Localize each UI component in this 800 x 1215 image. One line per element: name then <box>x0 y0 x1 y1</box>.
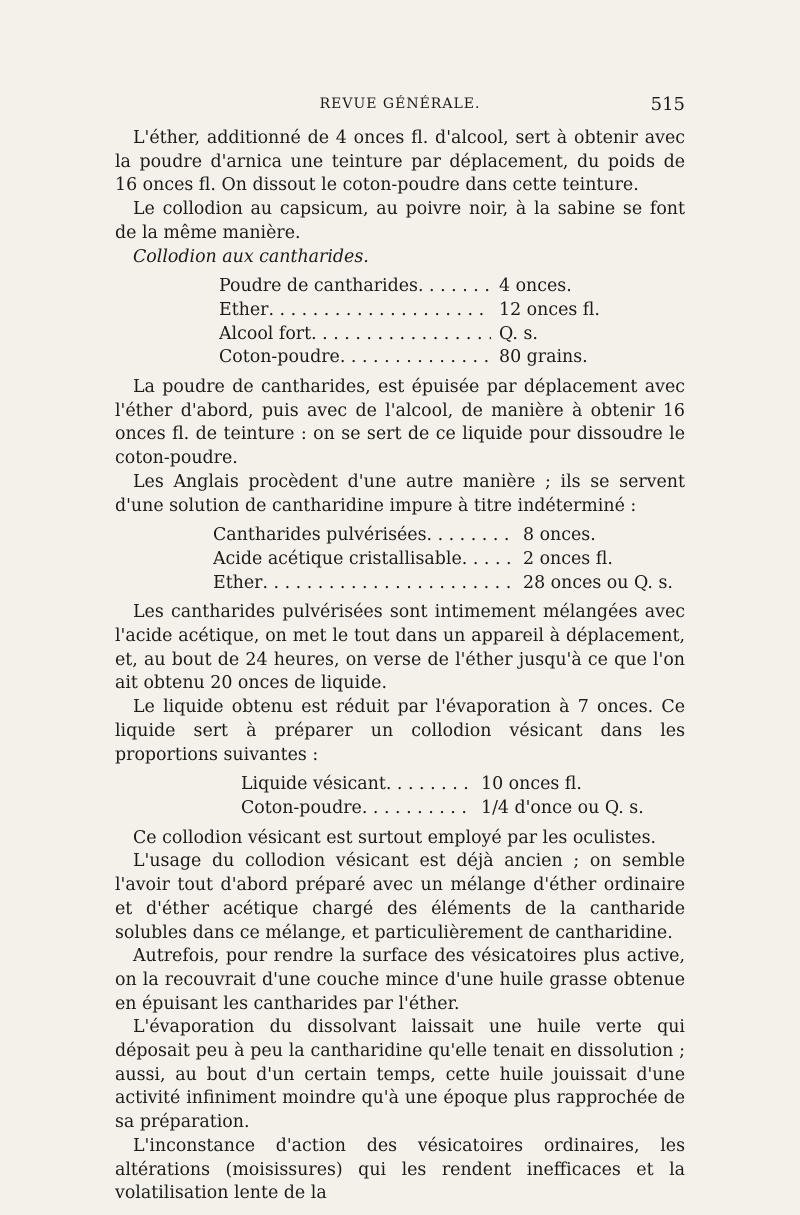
paragraph: Le collodion au capsicum, au poivre noir, à la sabine se font de la même manière. <box>115 199 685 243</box>
ingredient-quantity: 10 onces fl. <box>481 774 582 795</box>
ingredient-quantity: 8 onces. <box>523 525 596 546</box>
ingredient-name: Poudre de cantharides <box>219 276 418 297</box>
ingredient-name: Acide acétique cristallisable <box>213 548 462 569</box>
ingredient-quantity: Q. s. <box>499 323 538 344</box>
paragraph: Les cantharides pulvérisées sont intimement mélangées avec l'acide acétique, on met le tout dans un appareil à déplacement, et, au bout de 24 heures, on verse de l'éther jusqu'à ce que l'on ait obtenu 20 onces de liquide. <box>115 602 685 694</box>
ingredient-name: Ether <box>213 572 263 593</box>
recipe-title: Collodion aux cantharides. <box>133 246 369 267</box>
paragraph: Autrefois, pour rendre la surface des vésicatoires plus active, on la recouvrait d'une couche mince d'une huile grasse obtenue en épuisant les cantharides par l'éther. <box>115 946 685 1014</box>
recipe-list <box>115 275 685 370</box>
recipe-row <box>213 524 673 548</box>
paragraph: Les Anglais procèdent d'une autre manière ; ils se servent d'une solution de cantharidine impure à titre indéterminé : <box>115 471 685 516</box>
ingredient-name: Coton-poudre <box>241 797 362 818</box>
ingredient-name: Cantharides pulvérisées <box>213 525 427 546</box>
ingredient-quantity: 28 onces ou Q. s. <box>523 572 673 593</box>
ingredient-quantity: 2 onces fl. <box>523 548 613 569</box>
paragraph: La poudre de cantharides, est épuisée par déplacement avec l'éther d'abord, puis avec de l'alcool, de manière à obtenir 16 onces fl. de teinture : on se sert de ce liquide pour dissoudre le coton-poudre. <box>115 377 685 469</box>
ingredient-quantity: 12 onces fl. <box>499 299 600 320</box>
paragraph: L'inconstance d'action des vésicatoires ordinaires, les altérations (moisissures) qui les rendent inefficaces et la volatilisation lente de la <box>115 1135 685 1204</box>
paragraph: Le liquide obtenu est réduit par l'évaporation à 7 onces. Ce liquide sert à préparer un collodion vésicant dans les proportions suivantes : <box>115 697 685 765</box>
recipe-row <box>219 323 593 347</box>
page-number: 515 <box>650 94 685 115</box>
ingredient-quantity: 1/4 d'once ou Q. s. <box>481 797 644 818</box>
paragraph: L'usage du collodion vésicant est déjà ancien ; on semble l'avoir tout d'abord préparé avec un mélange d'éther ordinaire et d'éther acétique chargé des éléments de la cantharide solubles dans ce mélange, et particulièrement de cantharidine. <box>115 851 685 943</box>
recipe-row <box>213 572 673 596</box>
recipe-row <box>219 299 600 323</box>
recipe-row <box>241 773 621 797</box>
page-body <box>115 127 685 1206</box>
recipe-row <box>241 797 644 821</box>
running-title: REVUE GÉNÉRALE. <box>319 96 481 112</box>
paragraph: Ce collodion vésicant est surtout employé par les oculistes. <box>133 827 657 848</box>
paragraph: L'évaporation du dissolvant laissait une huile verte qui déposait peu à peu la cantharidine qu'elle tenait en dissolution ; aussi, au bout d'un certain temps, cette huile jouissait d'une activité infiniment moindre qu'à une époque plus rapprochée de sa préparation. <box>115 1017 685 1133</box>
recipe-row <box>219 275 593 299</box>
ingredient-name: Liquide vésicant <box>241 774 386 795</box>
ingredient-name: Alcool fort <box>219 323 312 344</box>
ingredient-name: Coton-poudre <box>219 347 340 368</box>
recipe-list <box>115 524 685 595</box>
ingredient-quantity: 4 onces. <box>499 276 572 297</box>
recipe-list <box>115 773 685 820</box>
ingredient-name: Ether <box>219 299 269 320</box>
running-header <box>115 96 685 124</box>
recipe-row <box>213 548 673 572</box>
ingredient-quantity: 80 grains. <box>499 347 588 368</box>
paragraph: L'éther, additionné de 4 onces fl. d'alcool, sert à obtenir avec la poudre d'arnica une teinture par déplacement, du poids de 16 onces fl. On dissout le coton-poudre dans cette teinture. <box>115 128 685 196</box>
recipe-row <box>219 346 593 370</box>
